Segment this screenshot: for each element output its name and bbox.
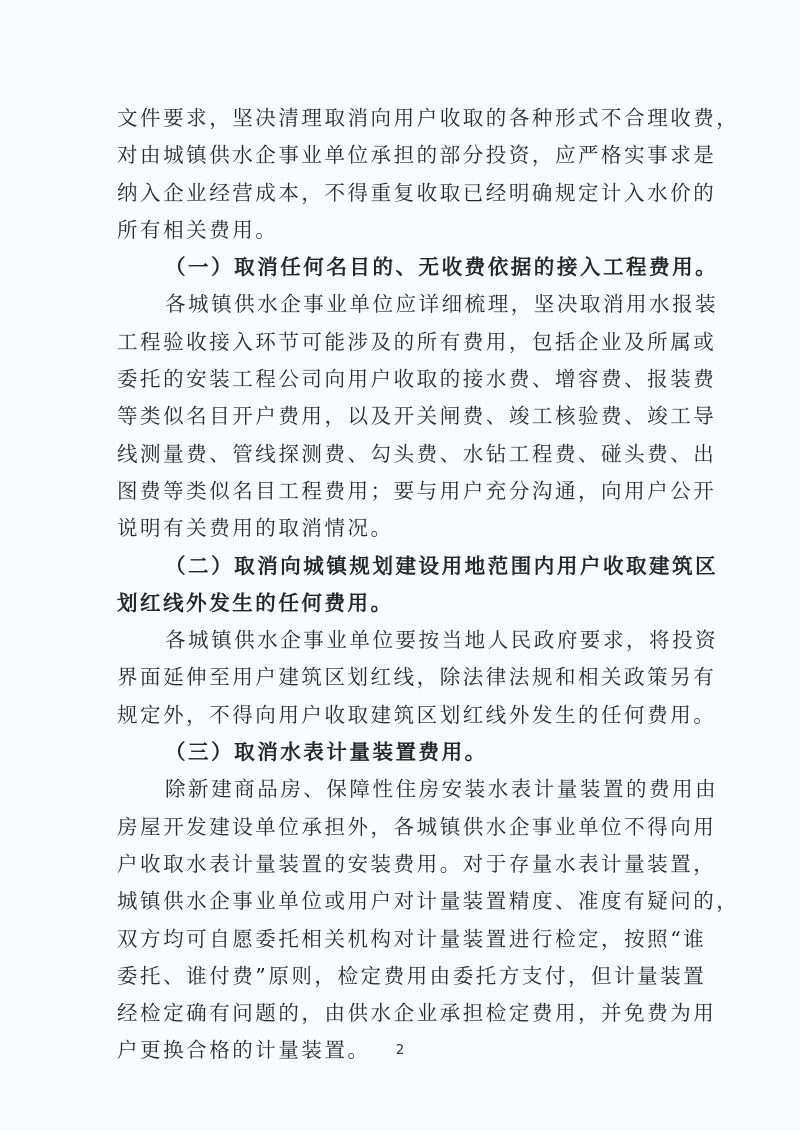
text-line: 界面延伸至用户建筑区划红线，除法律法规和相关政策另有	[117, 665, 717, 690]
text-line: 说明有关费用的取消情况。	[117, 516, 394, 541]
text-line: 除新建商品房、保障性住房安装水表计量装置的费用由	[165, 777, 719, 802]
text-line: 委托的安装工程公司向用户收取的接水费、增容费、报装费	[117, 367, 717, 392]
text-line: 户收取水表计量装置的安装费用。对于存量水表计量装置，	[117, 851, 717, 876]
text-line: 图费等类似名目工程费用；要与用户充分沟通，向用户公开	[117, 478, 717, 503]
text-line: 委托、谁付费”原则，检定费用由委托方支付，但计量装置	[117, 963, 707, 988]
text-line: 规定外，不得向用户收取建筑区划红线外发生的任何费用。	[117, 702, 717, 727]
text-line: 双方均可自愿委托相关机构对计量装置进行检定，按照“谁	[117, 926, 707, 951]
text-line: 工程验收接入环节可能涉及的所有费用，包括企业及所属或	[117, 329, 717, 354]
text-line: 户更换合格的计量装置。	[117, 1038, 371, 1063]
section-heading-1: （一）取消任何名目的、无收费依据的接入工程费用。	[165, 255, 719, 280]
text-line: 对由城镇供水企事业单位承担的部分投资，应严格实事求是	[117, 143, 717, 168]
text-line: 各城镇供水企事业单位要按当地人民政府要求，将投资	[165, 628, 719, 653]
text-line: 城镇供水企事业单位或用户对计量装置精度、准度有疑问的，	[117, 889, 740, 914]
text-line: 经检定确有问题的，由供水企业承担检定费用，并免费为用	[117, 1001, 717, 1026]
text-line: 等类似名目开户费用，以及开关闸费、竣工核验费、竣工导	[117, 404, 717, 429]
section-heading-2-cont: 划红线外发生的任何费用。	[117, 590, 394, 615]
page-number: 2	[395, 1043, 405, 1058]
document-body	[117, 100, 740, 1070]
text-line: 所有相关费用。	[117, 217, 279, 242]
text-line: 房屋开发建设单位承担外，各城镇供水企事业单位不得向用	[117, 814, 717, 839]
section-heading-2: （二）取消向城镇规划建设用地范围内用户收取建筑区	[165, 553, 719, 578]
text-line: 纳入企业经营成本，不得重复收取已经明确规定计入水价的	[117, 180, 717, 205]
text-line: 文件要求，坚决清理取消向用户收取的各种形式不合理收费，	[117, 106, 740, 130]
section-heading-3: （三）取消水表计量装置费用。	[165, 740, 488, 765]
text-line: 线测量费、管线探测费、勾头费、水钻工程费、碰头费、出	[117, 441, 717, 466]
text-line: 各城镇供水企事业单位应详细梳理，坚决取消用水报装	[165, 292, 719, 317]
